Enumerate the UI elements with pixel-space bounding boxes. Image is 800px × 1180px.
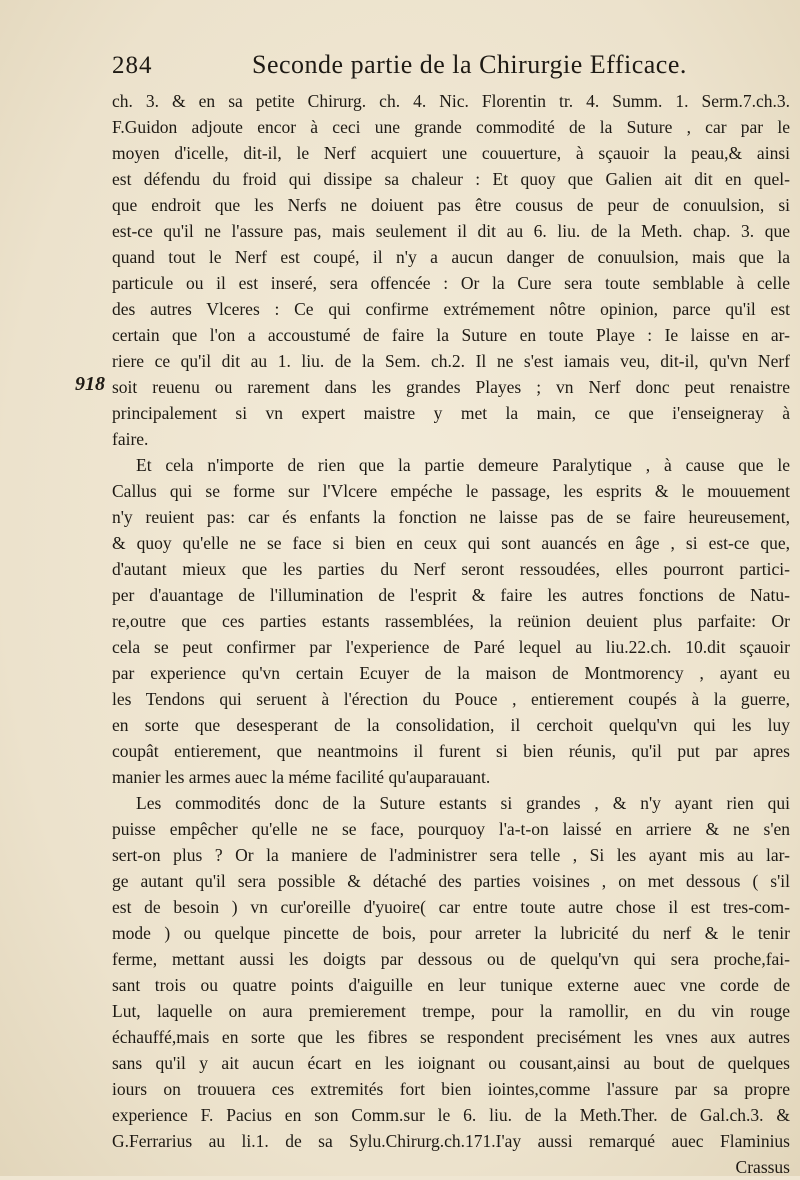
page-header [112,48,760,88]
text-body [112,88,790,1180]
text-line: par experience qu'vn certain Ecuyer de la maison de Montmorency , ayant eu [112,663,790,683]
text-line: ferme, mettant aussi les doigts par dessous ou de quelqu'vn qui sera proche,fai- [112,949,790,969]
text-line: mode ) ou quelque pincette de bois, pour arreter la lubricité du nerf & le tenir [112,923,790,943]
text-line: sert-on plus ? Or la maniere de l'administrer sera telle , Si les ayant mis au lar- [112,845,790,865]
text-line: cela se peut confirmer par l'experience de Paré lequel au liu.22.ch. 10.dit sçauoir [112,637,790,657]
catchword: Crassus [735,1157,790,1177]
text-line: iours on trouuera ces extremités fort bien iointes,comme l'assure par sa propre [112,1079,790,1099]
text-line: puisse empêcher qu'elle ne se face, pourquoy l'a-t-on laissé en arriere & ne s'en [112,819,790,839]
text-line: faire. [112,429,149,449]
text-line: est-ce qu'il ne l'assure pas, mais seulement il dit au 6. liu. de la Meth. chap. 3. que [112,221,790,241]
text-line: sans qu'il y ait aucun écart en les ioignant ou cousant,ainsi au bout de quelques [112,1053,790,1073]
text-line: échauffé,mais en sorte que les fibres se respondent precisément les vnes aux autres [112,1027,790,1047]
text-line: est défendu du froid qui dissipe sa chaleur : Et quoy que Galien ait dit en quel- [112,169,790,189]
text-line: que endroit que les Nerfs ne doiuent pas être cousus de peur de conuulsion, si [112,195,790,215]
text-line: n'y reuient pas: car és enfants la fonction ne laisse pas de se faire heureusement, [112,507,790,527]
text-line: manier les armes auec la méme facilité qu'auparauant. [112,767,491,787]
text-line: particule ou il est inseré, sera offencée : Or la Cure sera toute semblable à celle [112,273,790,293]
page-number: 284 [112,52,153,79]
text-line: Lut, laquelle on aura premierement trempe, pour la ramollir, en du vin rouge [112,1001,790,1021]
text-line: experience F. Pacius en son Comm.sur le 6. liu. de la Meth.Ther. de Gal.ch.3. & [112,1105,790,1125]
text-line: Les commodités donc de la Suture estants si grandes , & n'y ayant rien qui [136,793,790,813]
text-line: ge autant qu'il sera possible & détaché des parties voisines , on met dessous ( s'il [112,871,790,891]
text-line: re,outre que ces parties estants rassemblées, la reünion deuient plus parfaite: Or [112,611,790,631]
text-line: d'autant mieux que les parties du Nerf seront ressoudées, elles pourront partici- [112,559,790,579]
text-line: en sorte que desesperant de la consolidation, il cerchoit quelqu'vn qui les luy [112,715,790,735]
text-line: soit reuenu ou rarement dans les grandes Playes ; vn Nerf donc peut renaistre [112,377,790,397]
text-line: riere ce qu'il dit au 1. liu. de la Sem. ch.2. Il ne s'est iamais veu, dit-il, qu'vn Nerf [112,351,790,371]
margin-note: 918 [75,373,105,395]
text-line: est de besoin ) vn cur'oreille d'yuoire( car entre toute autre chose il est tres-com- [112,897,790,917]
text-line: Callus qui se forme sur l'Vlcere empéche le passage, les esprits & le mouuement [112,481,790,501]
text-line: certain que l'on a accoustumé de faire la Suture en toute Playe : Ie laisse en ar- [112,325,790,345]
text-line: moyen d'icelle, dit-il, le Nerf acquiert une couuerture, à sçauoir la peau,& ainsi [112,143,790,163]
text-line: sant trois ou quatre points d'aiguille en leur tunique externe auec vne corde de [112,975,790,995]
text-line: & quoy qu'elle ne se face si bien en ceux qui sont auancés en âge , si est-ce que, [112,533,790,553]
text-line: G.Ferrarius au li.1. de sa Sylu.Chirurg.ch.171.I'ay aussi remarqué auec Flaminius [112,1131,790,1151]
text-line: quand tout le Nerf est coupé, il n'y a aucun danger de conuulsion, mais que la [112,247,790,267]
text-line: des autres Vlceres : Ce qui confirme extrémement nôtre opinion, parce qu'il est [112,299,790,319]
running-title: Seconde partie de la Chirurgie Efficace. [252,50,687,79]
text-line: Et cela n'importe de rien que la partie demeure Paralytique , à cause que le [136,455,790,475]
text-line: per d'auantage de l'illumination de l'esprit & faire les autres fonctions de Natu- [112,585,790,605]
text-line: coupât entierement, que neantmoins il furent si bien réunis, qu'il put par apres [112,741,790,761]
text-line: F.Guidon adjoute encor à ceci une grande commodité de la Suture , car par le [112,117,790,137]
text-line: les Tendons qui seruent à l'érection du Pouce , entierement coupés à la guerre, [112,689,790,709]
text-line: principalement si vn expert maistre y met la main, ce que i'enseigneray à [112,403,790,423]
text-line: ch. 3. & en sa petite Chirurg. ch. 4. Nic. Florentin tr. 4. Summ. 1. Serm.7.ch.3. [112,91,790,111]
